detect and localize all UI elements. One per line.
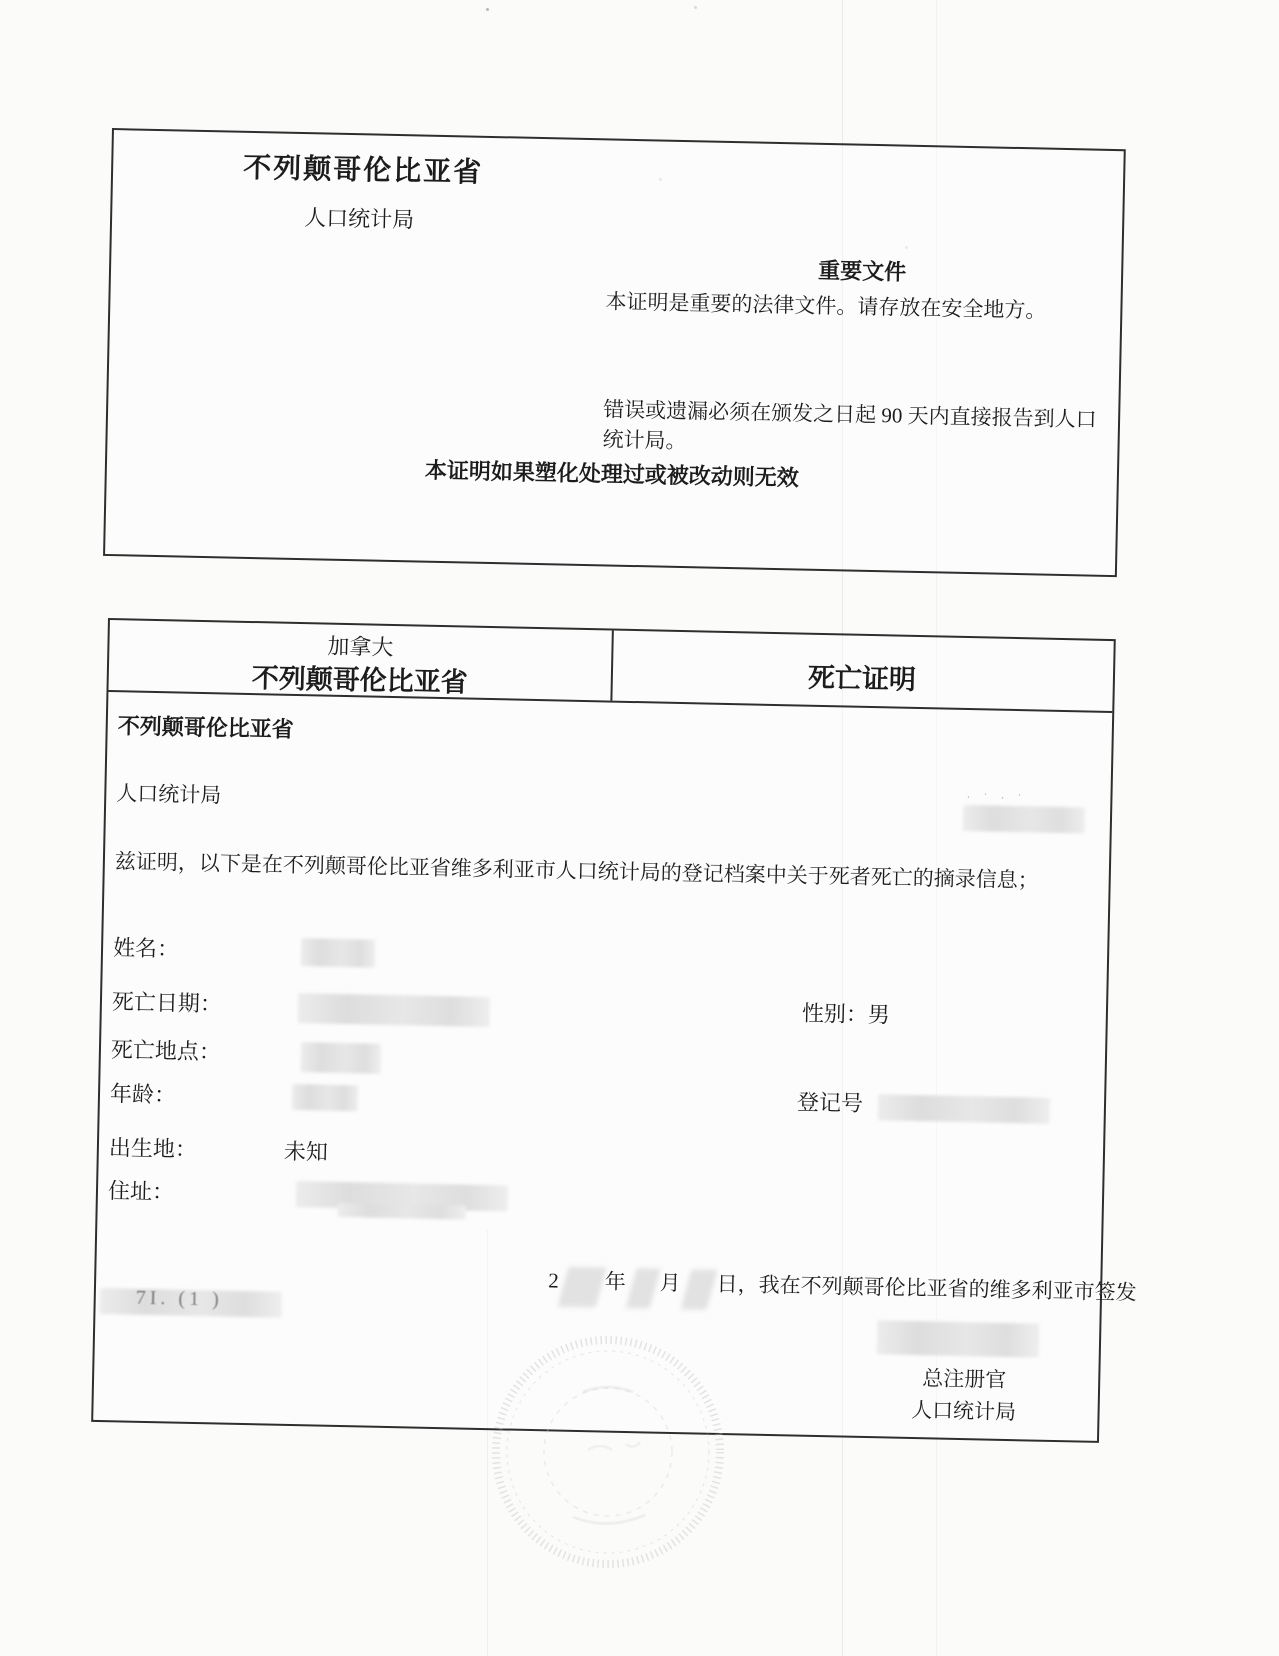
issue-year-prefix: 2: [547, 1268, 559, 1293]
certificate-box: [91, 618, 1137, 1443]
signoff-agency: 人口统计局: [910, 1397, 1017, 1425]
report-line-2: 统计局。: [602, 427, 687, 454]
report-line-1: 错误或遗漏必须在颁发之日起 90 天内直接报告到人口: [602, 397, 1097, 432]
field-label-registration: 登记号: [796, 1089, 864, 1116]
field-value-death-date-redaction: [298, 993, 491, 1027]
scan-speck: [486, 8, 489, 11]
field-label-sex: 性别：: [801, 1000, 869, 1027]
certificate-number-redaction: [963, 805, 1086, 834]
signoff-title: 总注册官: [922, 1366, 1007, 1392]
field-label-name: 姓名：: [112, 935, 180, 962]
footnote-fragment: 7I. (1 ): [135, 1286, 223, 1311]
field-value-death-place-redaction: [301, 1042, 382, 1074]
issue-year-char: 年: [604, 1269, 626, 1294]
field-value-birthplace: 未知: [283, 1138, 329, 1165]
field-value-name-redaction: [301, 938, 376, 968]
header-left-cell: [108, 620, 611, 702]
official-seal-watermark: [488, 1332, 728, 1572]
field-label-death-date: 死亡日期：: [111, 989, 223, 1017]
signature-redaction: [877, 1320, 1040, 1357]
important-line: 本证明是重要的法律文件。请存放在安全地方。: [605, 289, 1047, 323]
certificate-statement: 兹证明，以下是在不列颠哥伦比亚省维多利亚市人口统计局的登记档案中关于死者死亡的摘录信息；: [114, 849, 1039, 893]
header-province: 不列颠哥伦比亚省: [251, 663, 469, 698]
issuer-agency: 人口统计局: [116, 781, 222, 808]
important-title: 重要文件: [817, 257, 907, 285]
notice-agency: 人口统计局: [303, 205, 415, 233]
notice-box: [103, 128, 1126, 577]
field-label-address: 住址：: [107, 1178, 175, 1205]
issue-year-redaction: [557, 1267, 606, 1308]
field-value-age-redaction: [292, 1084, 359, 1111]
issue-month-redaction: [625, 1268, 660, 1308]
important-notice-block: [602, 250, 1118, 465]
field-label-age: 年龄：: [109, 1081, 177, 1108]
certificate-header: [108, 620, 1113, 711]
header-country: 加拿大: [327, 633, 394, 660]
field-value-address-redaction-2: [338, 1203, 466, 1220]
field-value-registration-redaction: [878, 1094, 1051, 1124]
issue-month-char: 月: [659, 1270, 681, 1296]
scan-speck: [694, 6, 697, 9]
certificate-title: 死亡证明: [807, 662, 917, 695]
field-label-birthplace: 出生地：: [108, 1135, 198, 1162]
issue-day-redaction: [680, 1270, 717, 1310]
invalid-notice: 本证明如果塑化处理过或被改动则无效: [424, 457, 800, 491]
field-label-death-place: 死亡地点：: [110, 1037, 222, 1065]
issue-suffix: ，我在不列颠哥伦比亚省的维多利亚市签发: [737, 1272, 1137, 1305]
issuer-province: 不列颠哥伦比亚省: [117, 713, 294, 742]
certificate-number-remnant: · ˙ · ˙: [966, 790, 1027, 806]
issue-line: [548, 1265, 1137, 1311]
notice-province-title: 不列颠哥伦比亚省: [242, 152, 484, 189]
field-sex: [802, 998, 891, 1032]
field-value-sex: 男: [867, 1002, 891, 1028]
issue-day-char: 日: [716, 1271, 738, 1297]
